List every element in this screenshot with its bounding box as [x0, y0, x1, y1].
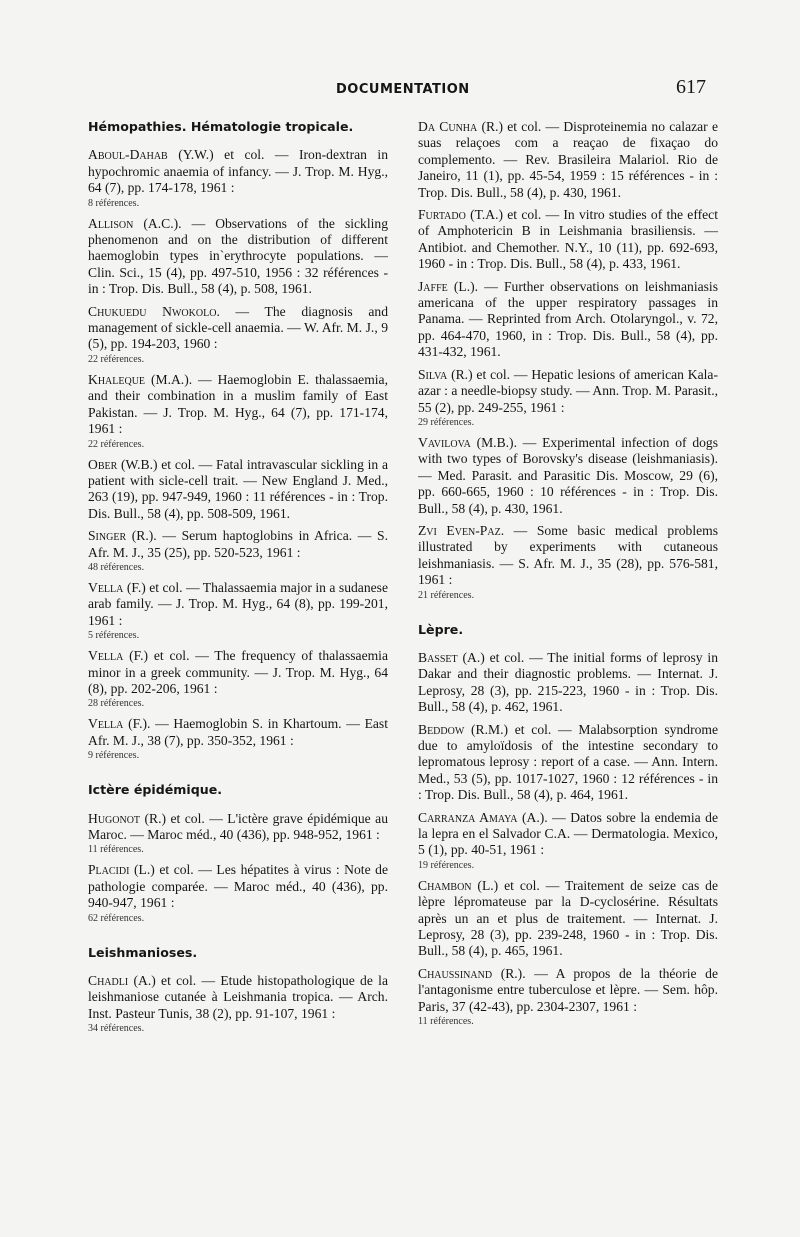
- entry-author: Chambon: [418, 877, 472, 893]
- bibliography-entry: [88, 457, 388, 523]
- entry-author: Chadli: [88, 973, 129, 989]
- entry-references-count: 28 références.: [88, 698, 145, 710]
- entry-author: Singer: [88, 528, 127, 544]
- entry-text: [88, 216, 388, 298]
- entry-citation: (W.B.) et col. — Fatal intravascular sickling in a patient with sicle-cell trait. — New England J. Med., 263 (19), pp. 947-949, 1960 : 11 références - in : Trop. Dis. Bull., 58 (4), pp. 508-509, 1961.: [88, 456, 388, 521]
- entry-text: [418, 810, 718, 859]
- page-header: [0, 74, 800, 104]
- entry-text: [88, 457, 388, 523]
- entry-author: Zvi Even-Paz: [418, 522, 501, 538]
- entry-citation: . — Some basic medical problems illustrated by experiments with cutaneous leishmaniasis. — S. Afr. M. J., 35 (28), pp. 576-581, 1961 :: [418, 522, 719, 588]
- entry-text: [88, 372, 388, 438]
- entry-citation: (R.) et col. — L'ictère grave épidémique au Maroc. — Maroc méd., 40 (436), pp. 948-952, 1961 :: [88, 810, 388, 842]
- bibliography-entry: [418, 435, 718, 517]
- entry-text: [418, 722, 718, 804]
- entry-citation: (L.). — Further observations on leishmaniasis americana of the upper respiratory passages in Panama. — Reprinted from Arch. Otolaryngol., v. 72, pp. 464-470, 1960, in : Trop. Dis. Bull., 58 (4), pp. 431-432, 1961.: [418, 278, 718, 360]
- bibliography-entry: [418, 279, 718, 361]
- entry-citation: (A.) et col. — The initial forms of leprosy in Dakar and their diagnostic problems. — Internat. J. Leprosy, 28 (3), pp. 215-223, 1960 - in : Trop. Dis. Bull., 58 (4), p. 462, 1961.: [418, 649, 718, 715]
- entry-text: [88, 304, 388, 353]
- section-heading: Lèpre.: [418, 621, 464, 637]
- entry-author: Placidi: [88, 862, 130, 878]
- entry-citation: (L.) et col. — Les hépatites à virus : Note de pathologie comparée. — Maroc méd., 40 (436), pp. 940-947, 1961 :: [88, 862, 388, 911]
- entry-text: [418, 279, 718, 361]
- bibliography-entry: [418, 523, 718, 602]
- entry-references-count: 11 références.: [88, 844, 144, 856]
- entry-author: Vella: [88, 648, 124, 664]
- bibliography-entry: [88, 216, 388, 298]
- entry-citation: (A.C.). — Observations of the sickling phenomenon and on the distribution of different haemoglobin types in`erythrocyte populations. — Clin. Sci., 15 (4), pp. 497-510, 1956 : 32 références - in : Trop. Dis. Bull., 58 (4), p. 508, 1961.: [88, 215, 388, 297]
- entry-text: [88, 580, 388, 629]
- entry-author: Jaffe: [418, 278, 448, 294]
- page-number: 617: [676, 76, 706, 98]
- entry-author: Hugonot: [88, 810, 141, 826]
- bibliography-entry: [418, 810, 718, 872]
- entry-text: [88, 716, 388, 749]
- entry-references-count: 62 références.: [88, 912, 145, 924]
- entry-references-count: 11 références.: [418, 1016, 474, 1028]
- entry-text: [418, 523, 718, 589]
- entry-author: Chukuedu Nwokolo: [88, 303, 217, 319]
- bibliography-entry: [88, 648, 388, 710]
- entry-citation: (Y.W.) et col. — Iron-dextran in hypochromic anaemia of infancy. — J. Trop. M. Hyg., 64 (7), pp. 174-178, 1961 :: [88, 147, 388, 196]
- entry-text: [418, 966, 718, 1015]
- entry-references-count: 22 références.: [88, 353, 145, 365]
- bibliography-entry: [418, 367, 718, 429]
- bibliography-entry: [418, 207, 718, 273]
- bibliography-entry: [88, 304, 388, 366]
- entry-references-count: 48 références.: [88, 561, 145, 573]
- entry-author: Khaleque: [88, 371, 146, 387]
- entry-references-count: 19 références.: [418, 859, 475, 871]
- entry-citation: (F.). — Haemoglobin S. in Khartoum. — East Afr. M. J., 38 (7), pp. 350-352, 1961 :: [88, 716, 388, 748]
- entry-author: Vella: [88, 716, 124, 732]
- bibliography-entry: [88, 528, 388, 574]
- bibliography-entry: [88, 372, 388, 451]
- bibliography-entry: [88, 973, 388, 1035]
- entry-citation: (A.) et col. — Etude histopathologique de la leishmaniose cutanée à Leishmania tropica. — Arch. Inst. Pasteur Tunis, 38 (2), pp. 91-107, 1961 :: [88, 973, 388, 1021]
- entry-author: Basset: [418, 649, 458, 665]
- entry-text: [418, 207, 718, 273]
- entry-citation: (R.). — A propos de la théorie de l'antagonisme entre tuberculose et lèpre. — Sem. hôp. Paris, 37 (42-43), pp. 2304-2307, 1961 :: [418, 965, 718, 1014]
- right-column: [418, 119, 718, 1034]
- entry-references-count: 29 références.: [418, 416, 475, 428]
- running-title: DOCUMENTATION: [336, 82, 470, 97]
- entry-citation: (M.A.). — Haemoglobin E. thalassaemia, and their combination in a muslim family of East Pakistan. — J. Trop. M. Hyg., 64 (7), pp. 171-174, 1961 :: [88, 371, 388, 437]
- bibliography-entry: [418, 722, 718, 804]
- entry-text: [88, 648, 388, 697]
- entry-citation: (R.) et col. — Hepatic lesions of american Kala-azar : a needle-biopsy study. — Ann. Trop. M. Parasit., 55 (2), pp. 249-255, 1961 :: [418, 366, 718, 415]
- section-heading: Hémopathies. Hématologie tropicale.: [88, 119, 354, 134]
- entry-citation: (M.B.). — Experimental infection of dogs with two types of Borovsky's disease (leishmaniasis). — Med. Parasit. and Parasitic Dis. Moscow, 29 (6), pp. 660-665, 1960 : 10 références - in : Trop. Dis. Bull., 58 (4), p. 430, 1961.: [418, 434, 718, 516]
- entry-citation: . — The diagnosis and management of sickle-cell anaemia. — W. Afr. M. J., 9 (5), pp. 194-203, 1960 :: [88, 303, 388, 352]
- bibliography-entry: [88, 862, 388, 924]
- entry-references-count: 22 références.: [88, 438, 145, 450]
- entry-author: Vella: [88, 579, 124, 595]
- entry-references-count: 21 références.: [418, 589, 475, 601]
- entry-author: Silva: [418, 366, 448, 382]
- entry-citation: (A.). — Datos sobre la endemia de la lepra en el Salvador C.A. — Dermatologia. Mexico, 5 (1), pp. 40-51, 1961 :: [418, 809, 718, 858]
- bibliography-entry: [418, 119, 718, 201]
- bibliography-entry: [418, 878, 718, 960]
- entry-references-count: 5 références.: [88, 630, 140, 642]
- entry-text: [418, 119, 718, 201]
- entry-citation: (L.) et col. — Traitement de seize cas de lèpre lépromateuse par la D-cyclosérine. Résultats après un an et plus de traitement. — Internat. J. Leprosy, 28 (3), pp. 239-248, 1960 - in : Trop. Dis. Bull., 58 (4), p. 465, 1961.: [418, 877, 718, 959]
- entry-text: [88, 862, 388, 911]
- entry-text: [88, 528, 388, 561]
- entry-author: Vavilova: [418, 434, 471, 450]
- entry-text: [418, 435, 718, 517]
- entry-text: [418, 878, 718, 960]
- bibliography-entry: [418, 966, 718, 1028]
- section-heading: Ictère épidémique.: [88, 782, 223, 798]
- bibliography-entry: [88, 716, 388, 762]
- entry-text: [418, 650, 718, 716]
- bibliography-entry: [88, 811, 388, 857]
- entry-references-count: 34 références.: [88, 1023, 145, 1035]
- entry-author: Chaussinand: [418, 965, 493, 981]
- bibliography-entry: [88, 147, 388, 209]
- entry-text: [418, 367, 718, 416]
- entry-citation: (R.). — Serum haptoglobins in Africa. — S. Afr. M. J., 35 (25), pp. 520-523, 1961 :: [88, 528, 388, 560]
- entry-author: Aboul-Dahab: [88, 147, 168, 163]
- entry-references-count: 8 références.: [88, 197, 140, 209]
- section-heading: Leishmanioses.: [88, 944, 198, 960]
- entry-citation: (F.) et col. — The frequency of thalassaemia minor in a greek community. — J. Trop. M. Hyg., 64 (8), pp. 202-206, 1961 :: [88, 648, 388, 696]
- entry-author: Beddow: [418, 721, 465, 737]
- entry-text: [88, 811, 388, 844]
- entry-citation: (T.A.) et col. — In vitro studies of the effect of Amphotericin B in Leishmania brasiliensis. — Antibiot. and Chemother. N.Y., 10 (11), pp. 692-693, 1960 - in : Trop. Dis. Bull., 58 (4), p. 433, 1961.: [418, 207, 718, 272]
- entry-citation: (R.M.) et col. — Malabsorption syndrome due to amyloïdosis of the intestine secondary to lepromatous leprosy : report of a case. — Ann. Intern. Med., 53 (5), pp. 1017-1027, 1960 : 12 références - in : Trop. Dis. Bull., 58 (4), p. 464, 1961.: [418, 721, 718, 803]
- entry-text: [88, 973, 388, 1022]
- entry-author: Furtado: [418, 207, 466, 223]
- bibliography-entry: [418, 650, 718, 716]
- entry-author: Carranza Amaya: [418, 809, 518, 825]
- bibliography-entry: [88, 580, 388, 642]
- entry-references-count: 9 références.: [88, 750, 140, 762]
- entry-text: [88, 147, 388, 196]
- entry-citation: (R.) et col. — Disproteinemia no calazar e suas relaçoes com a reaçao de fixaçao do complemento. — Rev. Brasileira Malariol. Rio de Janeiro, 11 (1), pp. 45-54, 1959 : 15 références - in : Trop. Dis. Bull., 58 (4), p. 430, 1961.: [418, 119, 718, 200]
- left-column: [88, 119, 388, 1041]
- entry-author: Allison: [88, 215, 134, 231]
- entry-citation: (F.) et col. — Thalassaemia major in a sudanese arab family. — J. Trop. M. Hyg., 64 (8), pp. 199-201, 1961 :: [88, 579, 388, 628]
- entry-author: Ober: [88, 456, 118, 472]
- entry-author: Da Cunha: [418, 119, 478, 134]
